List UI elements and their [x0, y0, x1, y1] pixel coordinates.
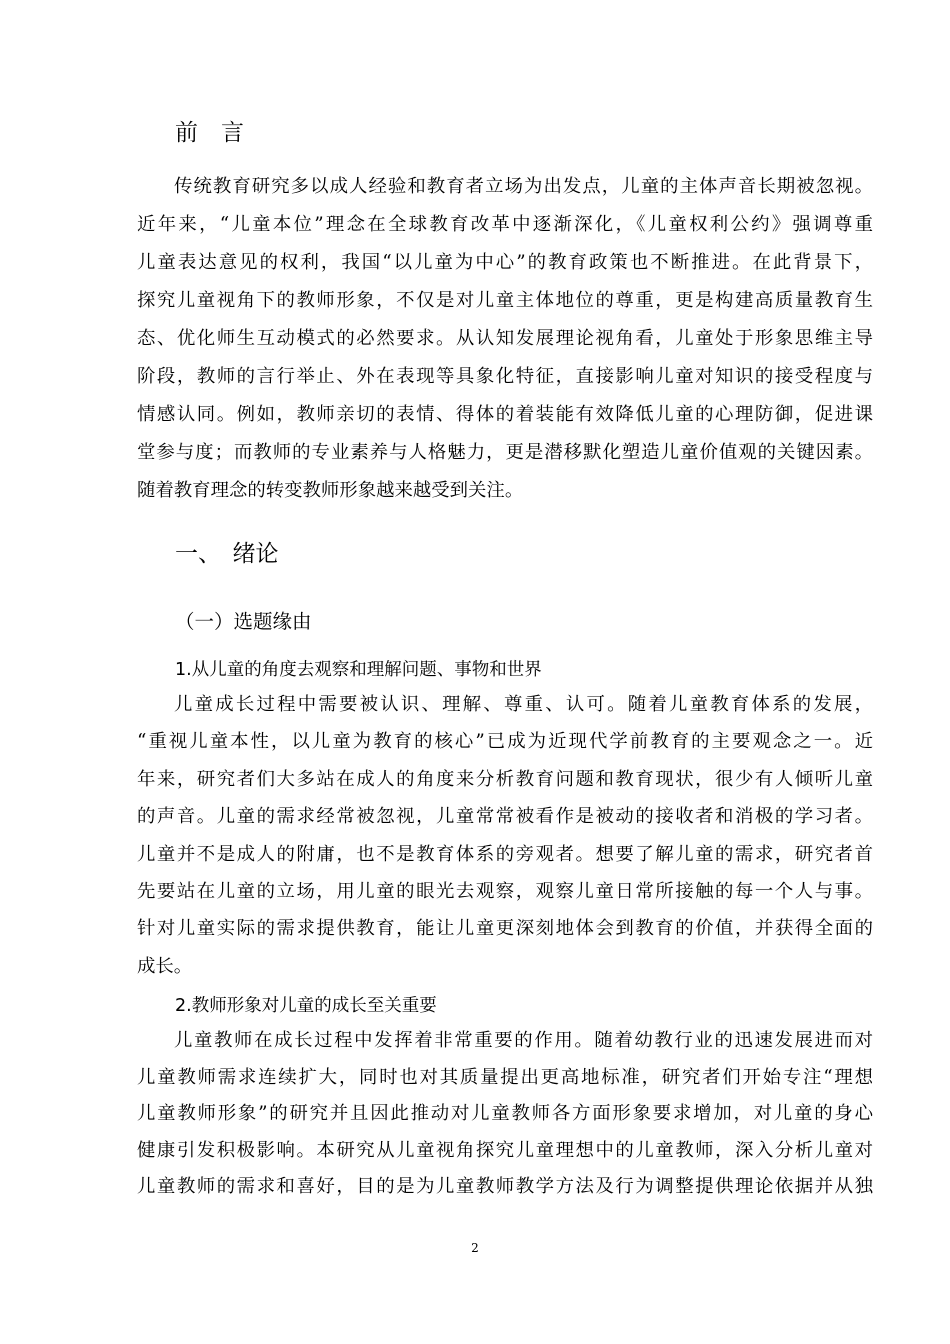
text-line: 儿童表达意见的权利，我国“以儿童为中心”的教育政策也不断推进。在此背景下， [137, 252, 873, 273]
section-heading: （一）选题缘由 [175, 610, 312, 633]
text-line: “重视儿童本性，以儿童为教育的核心”已成为近现代学前教育的主要观念之一。近 [137, 731, 873, 753]
text-line: 儿童教师形象”的研究并且因此推动对儿童教师各方面形象要求增加，对儿童的身心 [137, 1103, 873, 1125]
text-line: 健康引发积极影响。本研究从儿童视角探究儿童理想中的儿童教师，深入分析儿童对 [137, 1139, 873, 1161]
text-line: 儿童教师在成长过程中发挥着非常重要的作用。随着幼教行业的迅速发展进而对 [174, 1030, 873, 1051]
text-line: 随着教育理念的转变教师形象越来越受到关注。 [137, 480, 524, 501]
text-line: 近年来，“儿童本位”理念在全球教育改革中逐渐深化，《儿童权利公约》强调尊重 [137, 214, 873, 235]
text-line: 先要站在儿童的立场，用儿童的眼光去观察，观察儿童日常所接触的每一个人与事。 [137, 880, 873, 902]
text-line: 情感认同。例如，教师亲切的表情、得体的着装能有效降低儿童的心理防御，促进课 [137, 404, 873, 425]
body-paragraph [137, 1023, 873, 1206]
text-line: 年来，研究者们大多站在成人的角度来分析教育问题和教育现状，很少有人倾听儿童 [137, 768, 873, 790]
text-line: 儿童并不是成人的附庸，也不是教育体系的旁观者。想要了解儿童的需求，研究者首 [137, 843, 873, 865]
text-line: 儿童教师的需求和喜好，目的是为儿童教师教学方法及行为调整提供理论依据并从独 [137, 1176, 873, 1198]
subsection-heading: 2.教师形象对儿童的成长至关重要 [175, 996, 437, 1016]
text-line: 针对儿童实际的需求提供教育，能让儿童更深刻地体会到教育的价值，并获得全面的 [137, 918, 873, 940]
body-paragraph [137, 686, 873, 985]
text-line: 成长。 [137, 955, 193, 977]
preface-heading: 前 言 [175, 120, 244, 146]
text-line: 阶段，教师的言行举止、外在表现等具象化特征，直接影响儿童对知识的接受程度与 [137, 366, 873, 387]
subsection-heading: 1.从儿童的角度去观察和理解问题、事物和世界 [175, 660, 542, 680]
text-line: 儿童教师需求连续扩大，同时也对其质量提出更高地标准，研究者们开始专注“理想 [137, 1066, 873, 1088]
text-line: 态、优化师生互动模式的必然要求。从认知发展理论视角看，儿童处于形象思维主导 [137, 328, 873, 349]
text-line: 探究儿童视角下的教师形象，不仅是对儿童主体地位的尊重，更是构建高质量教育生 [137, 290, 873, 311]
preface-paragraph [137, 168, 873, 510]
text-line: 堂参与度；而教师的专业素养与人格魅力，更是潜移默化塑造儿童价值观的关键因素。 [137, 442, 873, 463]
page-number: 2 [471, 1241, 479, 1255]
text-line: 传统教育研究多以成人经验和教育者立场为出发点，儿童的主体声音长期被忽视。 [174, 176, 873, 197]
chapter-heading: 一、 绪论 [175, 541, 279, 567]
text-line: 的声音。儿童的需求经常被忽视，儿童常常被看作是被动的接收者和消极的学习者。 [137, 806, 873, 828]
text-line: 儿童成长过程中需要被认识、理解、尊重、认可。随着儿童教育体系的发展， [174, 694, 873, 715]
